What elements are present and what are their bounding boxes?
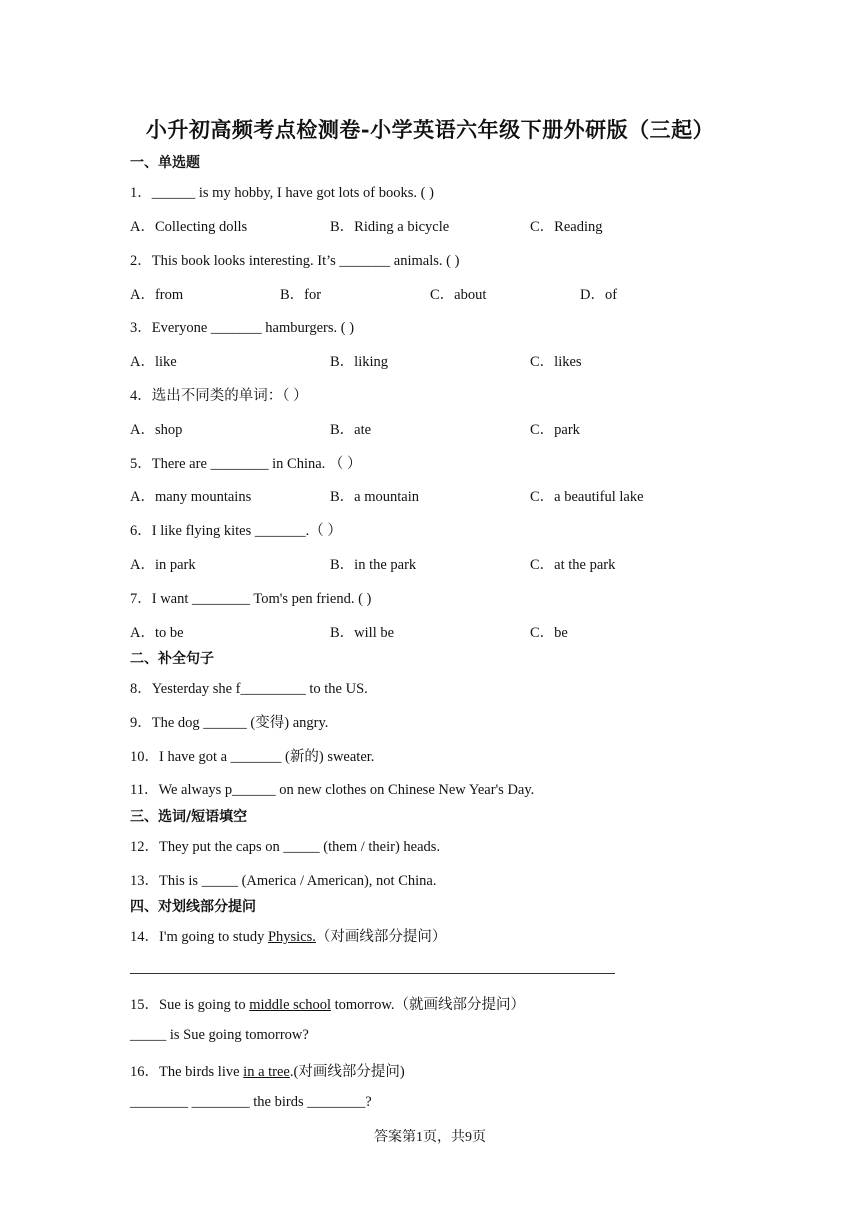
option-d: D．of bbox=[580, 287, 618, 303]
option-c: C．about bbox=[430, 287, 487, 303]
question-6: 6．I like flying kites _______.（ ） bbox=[130, 523, 342, 539]
option-b: B．liking bbox=[330, 354, 389, 370]
page-footer: 答案第1页，共9页 bbox=[374, 1130, 486, 1145]
question-6-options bbox=[130, 553, 730, 573]
option-a: A．Collecting dolls bbox=[130, 219, 248, 235]
question-3-options bbox=[130, 350, 730, 370]
option-a: A．from bbox=[130, 287, 184, 303]
option-b: B．in the park bbox=[330, 557, 417, 573]
option-b: B．a mountain bbox=[330, 489, 420, 505]
section-heading-word-choice: 三、选词/短语填空 bbox=[130, 809, 248, 825]
option-b: B．ate bbox=[330, 422, 372, 438]
section-heading-underline-questions: 四、对划线部分提问 bbox=[130, 899, 256, 915]
question-15-prefix: 15．Sue is going to bbox=[130, 997, 250, 1013]
option-c: C．be bbox=[530, 625, 568, 641]
question-16 bbox=[130, 1060, 405, 1081]
question-1-options bbox=[130, 215, 730, 235]
question-1: 1．______ is my hobby, I have got lots of books. ( ) bbox=[130, 185, 434, 201]
option-b: B．for bbox=[280, 287, 322, 303]
question-7-options bbox=[130, 621, 730, 641]
question-8: 8．Yesterday she f_________ to the US. bbox=[130, 681, 368, 697]
question-5-options bbox=[130, 485, 730, 505]
question-16-underlined: in a tree bbox=[243, 1064, 290, 1080]
option-a: A．to be bbox=[130, 625, 184, 641]
question-14-answer-line bbox=[130, 973, 615, 974]
question-16-suffix: .(对画线部分提问) bbox=[289, 1064, 405, 1080]
question-4: 4．选出不同类的单词：（ ） bbox=[130, 388, 308, 404]
option-c: C．at the park bbox=[530, 557, 616, 573]
question-15-underlined: middle school bbox=[249, 997, 331, 1013]
option-a: A．in park bbox=[130, 557, 196, 573]
question-15-answer: _____ is Sue going tomorrow? bbox=[130, 1027, 309, 1043]
option-c: C．Reading bbox=[530, 219, 603, 235]
question-10: 10．I have got a _______ (新的) sweater. bbox=[130, 749, 375, 765]
section-heading-single-choice: 一、单选题 bbox=[130, 155, 200, 171]
question-14-prefix: 14．I'm going to study bbox=[130, 929, 268, 945]
question-14 bbox=[130, 925, 446, 946]
question-16-prefix: 16．The birds live bbox=[130, 1064, 244, 1080]
option-c: C．a beautiful lake bbox=[530, 489, 644, 505]
option-a: A．many mountains bbox=[130, 489, 252, 505]
option-c: C．park bbox=[530, 422, 580, 438]
question-11: 11．We always p______ on new clothes on Chinese New Year's Day. bbox=[130, 782, 535, 798]
question-16-answer: ________ ________ the birds ________? bbox=[130, 1094, 372, 1110]
option-a: A．shop bbox=[130, 422, 183, 438]
question-14-underlined: Physics. bbox=[267, 929, 316, 945]
question-9: 9．The dog ______ (变得) angry. bbox=[130, 715, 329, 731]
option-b: B．will be bbox=[330, 625, 395, 641]
question-12: 12．They put the caps on _____ (them / their) heads. bbox=[130, 839, 441, 855]
question-14-suffix: （对画线部分提问） bbox=[315, 929, 447, 945]
question-15 bbox=[130, 993, 525, 1014]
question-5: 5．There are ________ in China. （ ） bbox=[130, 456, 362, 472]
option-b: B．Riding a bicycle bbox=[330, 219, 450, 235]
option-c: C．likes bbox=[530, 354, 582, 370]
question-7: 7．I want ________ Tom's pen friend. ( ) bbox=[130, 591, 372, 607]
question-15-suffix: tomorrow.（就画线部分提问） bbox=[331, 997, 525, 1013]
question-4-options bbox=[130, 418, 730, 438]
question-13: 13．This is _____ (America / American), not China. bbox=[130, 873, 437, 889]
question-2: 2．This book looks interesting. It’s _______ animals. ( ) bbox=[130, 253, 460, 269]
page-title: 小升初高频考点检测卷-小学英语六年级下册外研版（三起） bbox=[145, 117, 715, 142]
question-3: 3．Everyone _______ hamburgers. ( ) bbox=[130, 320, 355, 336]
option-a: A．like bbox=[130, 354, 177, 370]
question-2-options bbox=[130, 283, 730, 303]
section-heading-complete-sentences: 二、补全句子 bbox=[130, 651, 214, 667]
